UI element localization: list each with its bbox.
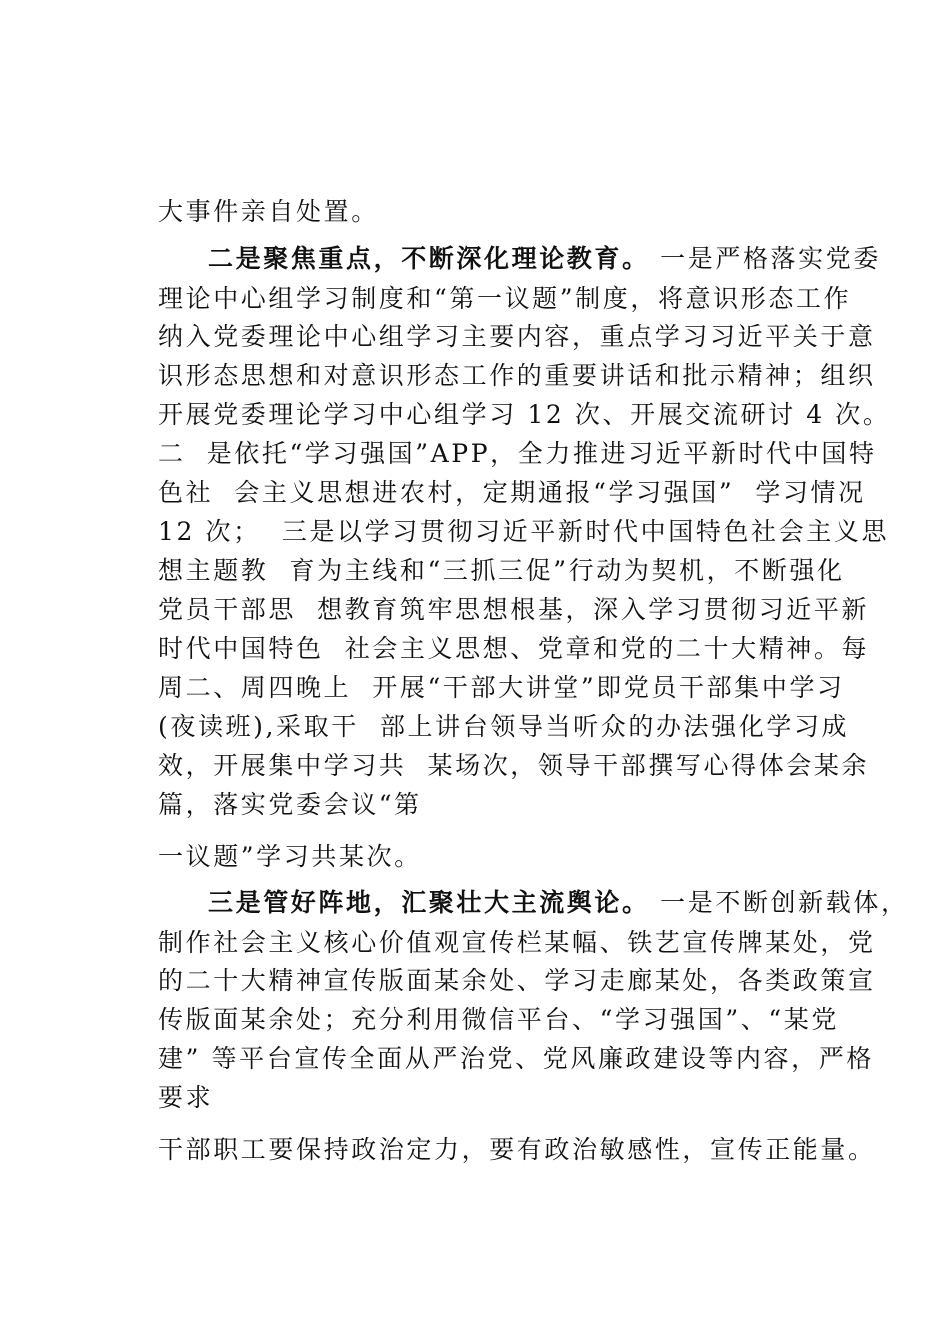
text-line: 理论中心组学习制度和“第一议题”制度，将意识形态工作 xyxy=(158,284,852,313)
section-heading: 三是管好阵地，汇聚壮大主流舆论。 xyxy=(208,888,650,917)
text-line: 传版面某余处；充分利用微信平台、“学习强国”、“某党 xyxy=(158,1005,839,1034)
text-line: 开展党委理论学习中心组学习 12 次、开展交流研讨 4 次。 xyxy=(158,400,891,429)
text-line: 党员干部思 想教育筑牢思想根基，深入学习贯彻习近平新 xyxy=(158,595,870,624)
paragraph-heading-line xyxy=(208,884,909,922)
paragraph-heading-line xyxy=(208,240,881,278)
text-line: 要求 xyxy=(158,1083,214,1112)
text-line: 制作社会主义核心价值观宣传栏某幅、铁艺宣传牌某处，党 xyxy=(158,928,876,957)
text-line: 纳入党委理论中心组学习主要内容，重点学习习近平关于意 xyxy=(158,322,876,351)
text-line: 12 次； 三是以学习贯彻习近平新时代中国特色社会主义思 xyxy=(158,517,890,546)
text-line: 效，开展集中学习共 某场次，领导干部撰写心得体会某余 xyxy=(158,751,870,780)
text-line: 色社 会主义思想进农村，定期通报“学习强国” 学习情况 xyxy=(158,478,866,507)
text-run: 一是不断创新载体， xyxy=(649,888,909,917)
text-line: 时代中国特色 社会主义思想、党章和党的二十大精神。每 xyxy=(158,634,870,663)
text-line: 一议题”学习共某次。 xyxy=(158,842,422,871)
text-line: 建” 等平台宣传全面从严治党、党风廉政建设等内容，严格 xyxy=(158,1044,874,1073)
text-line: 干部职工要保持政治定力，要有政治敏感性，宣传正能量。 xyxy=(158,1135,876,1164)
text-line: 二 是依托“学习强国”APP，全力推进习近平新时代中国特 xyxy=(158,439,877,468)
text-line: 识形态思想和对意识形态工作的重要讲话和批示精神；组织 xyxy=(158,361,876,390)
text-line: 大事件亲自处置。 xyxy=(158,197,379,226)
text-line: (夜读班),采取干 部上讲台领导当听众的办法强化学习成 xyxy=(158,712,850,741)
section-heading: 二是聚焦重点，不断深化理论教育。 xyxy=(208,244,650,273)
text-line: 的二十大精神宣传版面某余处、学习走廊某处，各类政策宣 xyxy=(158,966,876,995)
text-line: 篇，落实党委会议“第 xyxy=(158,790,422,819)
text-run: 一是严格落实党委 xyxy=(649,244,881,273)
text-line: 周二、周四晚上 开展“干部大讲堂”即党员干部集中学习 xyxy=(158,673,845,702)
text-line: 想主题教 育为主线和“三抓三促”行动为契机，不断强化 xyxy=(158,556,845,585)
